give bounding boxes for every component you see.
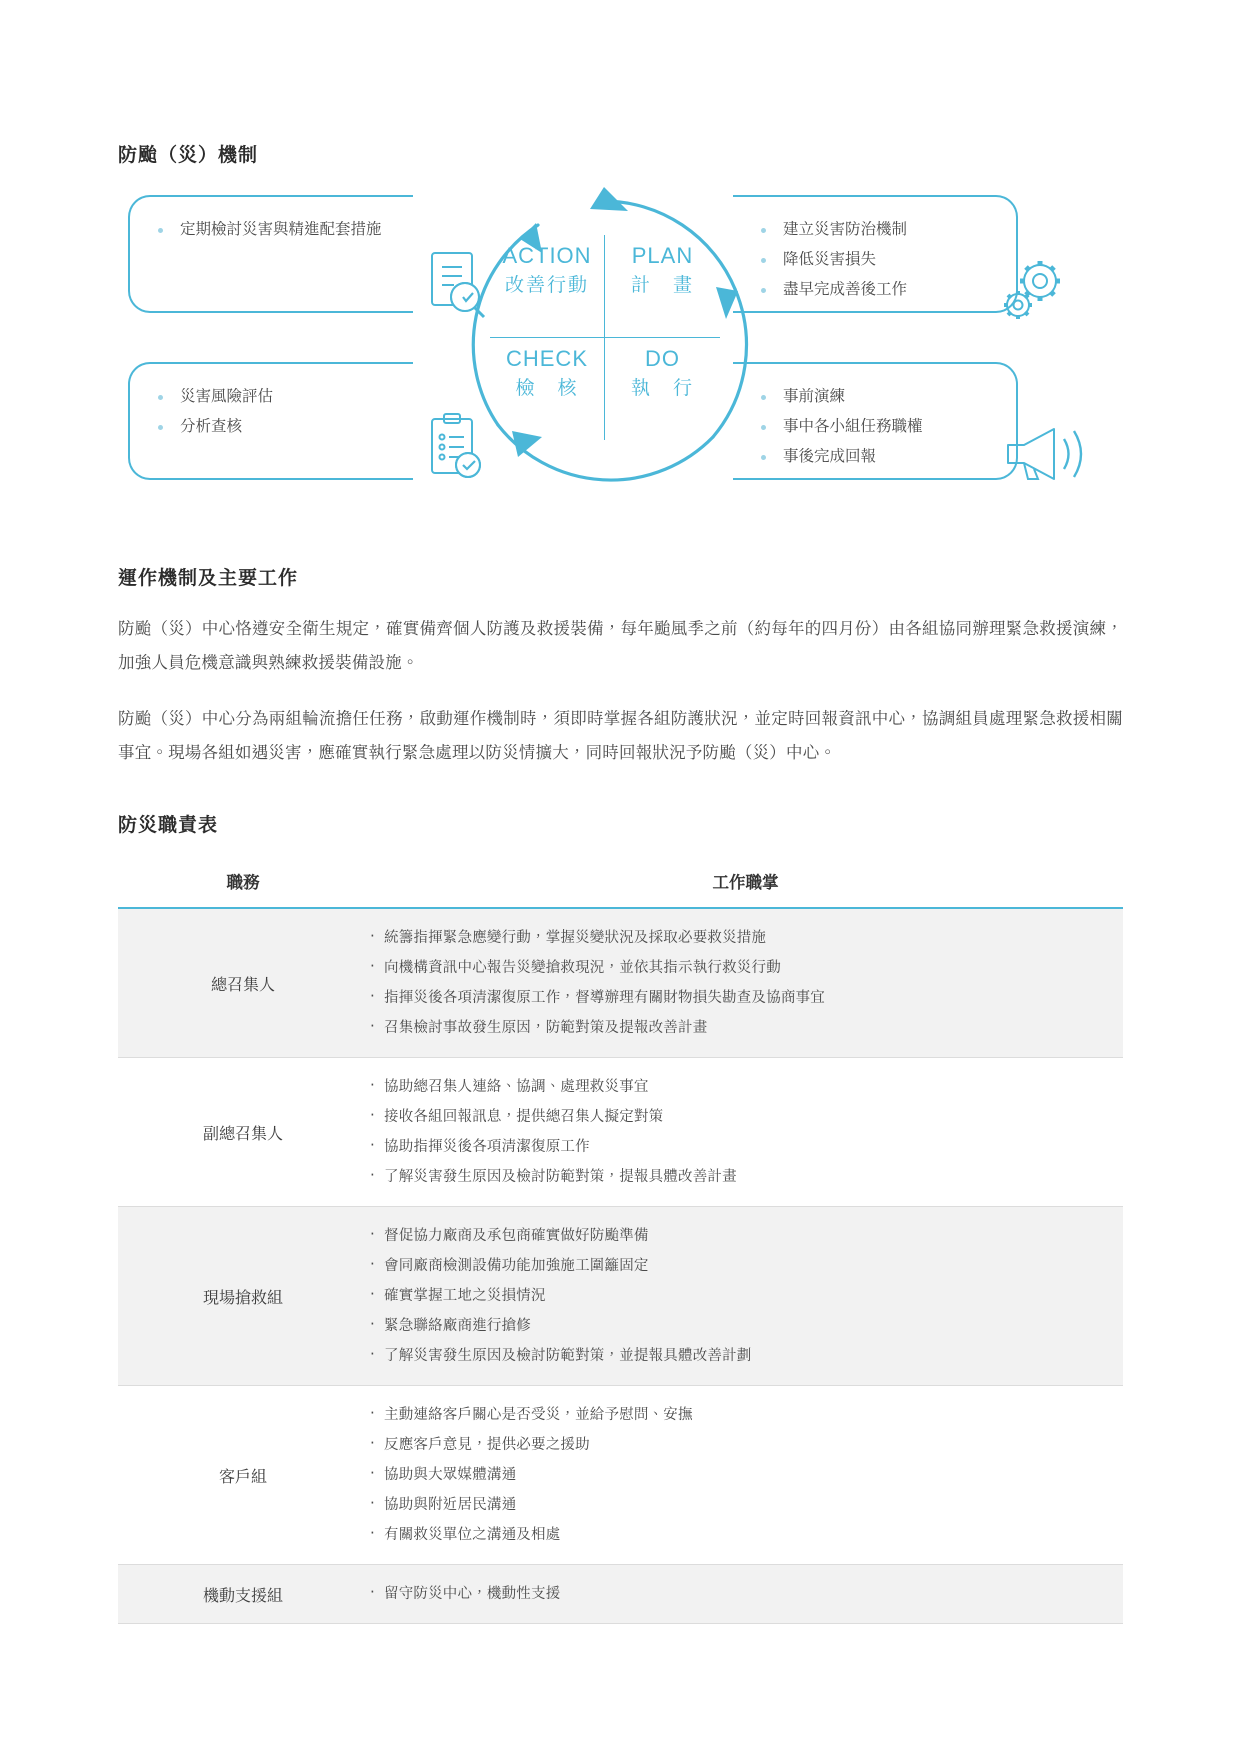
task-item: ‧ 接收各組回報訊息，提供總召集人擬定對策 <box>368 1102 1123 1132</box>
task-item: ‧ 了解災害發生原因及檢討防範對策，並提報具體改善計劃 <box>368 1341 1123 1371</box>
task-item: ‧ 緊急聯絡廠商進行搶修 <box>368 1311 1123 1341</box>
callout-right-bottom <box>733 362 1018 480</box>
duty-table-title: 防災職責表 <box>118 815 219 836</box>
cycle-label-zh: 檢 核 <box>515 377 579 399</box>
cycle-cell-do <box>605 338 720 441</box>
cycle-label-en: DO <box>645 345 680 371</box>
table-row <box>118 1386 1123 1565</box>
tasks-cell <box>368 1386 1123 1565</box>
callout-left-top <box>128 195 413 313</box>
mechanism-paragraph: 防颱（災）中心分為兩組輪流擔任任務，啟動運作機制時，須即時掌握各組防護狀況，並定時回報資訊中心，協調組員處理緊急救援相關事宜。現場各組如遇災害，應確實執行緊急處理以防災情擴大，同時回報狀況予防颱（災）中心。 <box>118 710 1123 762</box>
duty-table <box>118 859 1123 1624</box>
tasks-cell <box>368 1565 1123 1624</box>
gears-icon <box>998 247 1088 332</box>
tasks-cell <box>368 1207 1123 1386</box>
callout-right-top <box>733 195 1018 313</box>
callout-item: 事前演練 <box>759 382 996 412</box>
cycle-label-en: ACTION <box>502 243 592 268</box>
cycle-label-en: CHECK <box>505 345 588 371</box>
callout-left-bottom <box>128 362 413 480</box>
mechanism-title: 運作機制及主要工作 <box>118 568 299 589</box>
task-item: ‧ 了解災害發生原因及檢討防範對策，提報具體改善計畫 <box>368 1162 1123 1192</box>
pdca-cycle-labels <box>490 235 720 440</box>
task-item: ‧ 主動連絡客戶關心是否受災，並給予慰問、安撫 <box>368 1400 1123 1430</box>
callout-item: 分析查核 <box>156 412 393 442</box>
table-header-row <box>118 859 1123 908</box>
role-cell: 客戶組 <box>118 1386 368 1565</box>
cycle-label-zh: 執 行 <box>630 377 694 399</box>
callout-item: 定期檢討災害與精進配套措施 <box>156 215 393 245</box>
table-row <box>118 908 1123 1058</box>
pdca-diagram <box>118 189 1123 529</box>
callout-item: 建立災害防治機制 <box>759 215 996 245</box>
table-row <box>118 1565 1123 1624</box>
cycle-cell-plan <box>605 235 720 338</box>
task-item: ‧ 召集檢討事故發生原因，防範對策及提報改善計畫 <box>368 1013 1123 1043</box>
task-item: ‧ 有關救災單位之溝通及相處 <box>368 1520 1123 1550</box>
callout-item: 災害風險評估 <box>156 382 393 412</box>
task-item: ‧ 留守防災中心，機動性支援 <box>368 1579 1123 1609</box>
tasks-cell <box>368 908 1123 1058</box>
column-header-tasks: 工作職掌 <box>368 859 1123 908</box>
task-item: ‧ 協助指揮災後各項清潔復原工作 <box>368 1132 1123 1162</box>
megaphone-icon <box>998 411 1098 496</box>
task-item: ‧ 向機構資訊中心報告災變搶救現況，並依其指示執行救災行動 <box>368 953 1123 983</box>
callout-item: 事中各小組任務職權 <box>759 412 996 442</box>
role-cell: 機動支援組 <box>118 1565 368 1624</box>
cycle-label-en: PLAN <box>631 243 694 268</box>
task-item: ‧ 協助總召集人連絡、協調、處理救災事宜 <box>368 1072 1123 1102</box>
column-header-role: 職務 <box>118 859 368 908</box>
cycle-label-zh: 計 畫 <box>630 275 694 296</box>
callout-item: 盡早完成善後工作 <box>759 275 996 305</box>
task-item: ‧ 會同廠商檢測設備功能加強施工圍籬固定 <box>368 1251 1123 1281</box>
task-item: ‧ 督促協力廠商及承包商確實做好防颱準備 <box>368 1221 1123 1251</box>
cycle-cell-action <box>490 235 605 338</box>
table-row <box>118 1058 1123 1207</box>
callout-item: 事後完成回報 <box>759 442 996 472</box>
tasks-cell <box>368 1058 1123 1207</box>
task-item: ‧ 指揮災後各項清潔復原工作，督導辦理有關財物損失勘查及協商事宜 <box>368 983 1123 1013</box>
task-item: ‧ 確實掌握工地之災損情況 <box>368 1281 1123 1311</box>
role-cell: 現場搶救組 <box>118 1207 368 1386</box>
page-title: 防颱（災）機制 <box>118 145 259 166</box>
task-item: ‧ 協助與大眾媒體溝通 <box>368 1460 1123 1490</box>
mechanism-paragraph: 防颱（災）中心恪遵安全衛生規定，確實備齊個人防護及救援裝備，每年颱風季之前（約每年的四月份）由各組協同辦理緊急救援演練，加強人員危機意識與熟練救援裝備設施。 <box>118 620 1123 672</box>
task-item: ‧ 統籌指揮緊急應變行動，掌握災變狀況及採取必要救災措施 <box>368 923 1123 953</box>
role-cell: 總召集人 <box>118 908 368 1058</box>
table-row <box>118 1207 1123 1386</box>
cycle-cell-check <box>490 338 605 441</box>
role-cell: 副總召集人 <box>118 1058 368 1207</box>
task-item: ‧ 協助與附近居民溝通 <box>368 1490 1123 1520</box>
cycle-label-zh: 改善行動 <box>504 275 589 296</box>
callout-item: 降低災害損失 <box>759 245 996 275</box>
task-item: ‧ 反應客戶意見，提供必要之援助 <box>368 1430 1123 1460</box>
